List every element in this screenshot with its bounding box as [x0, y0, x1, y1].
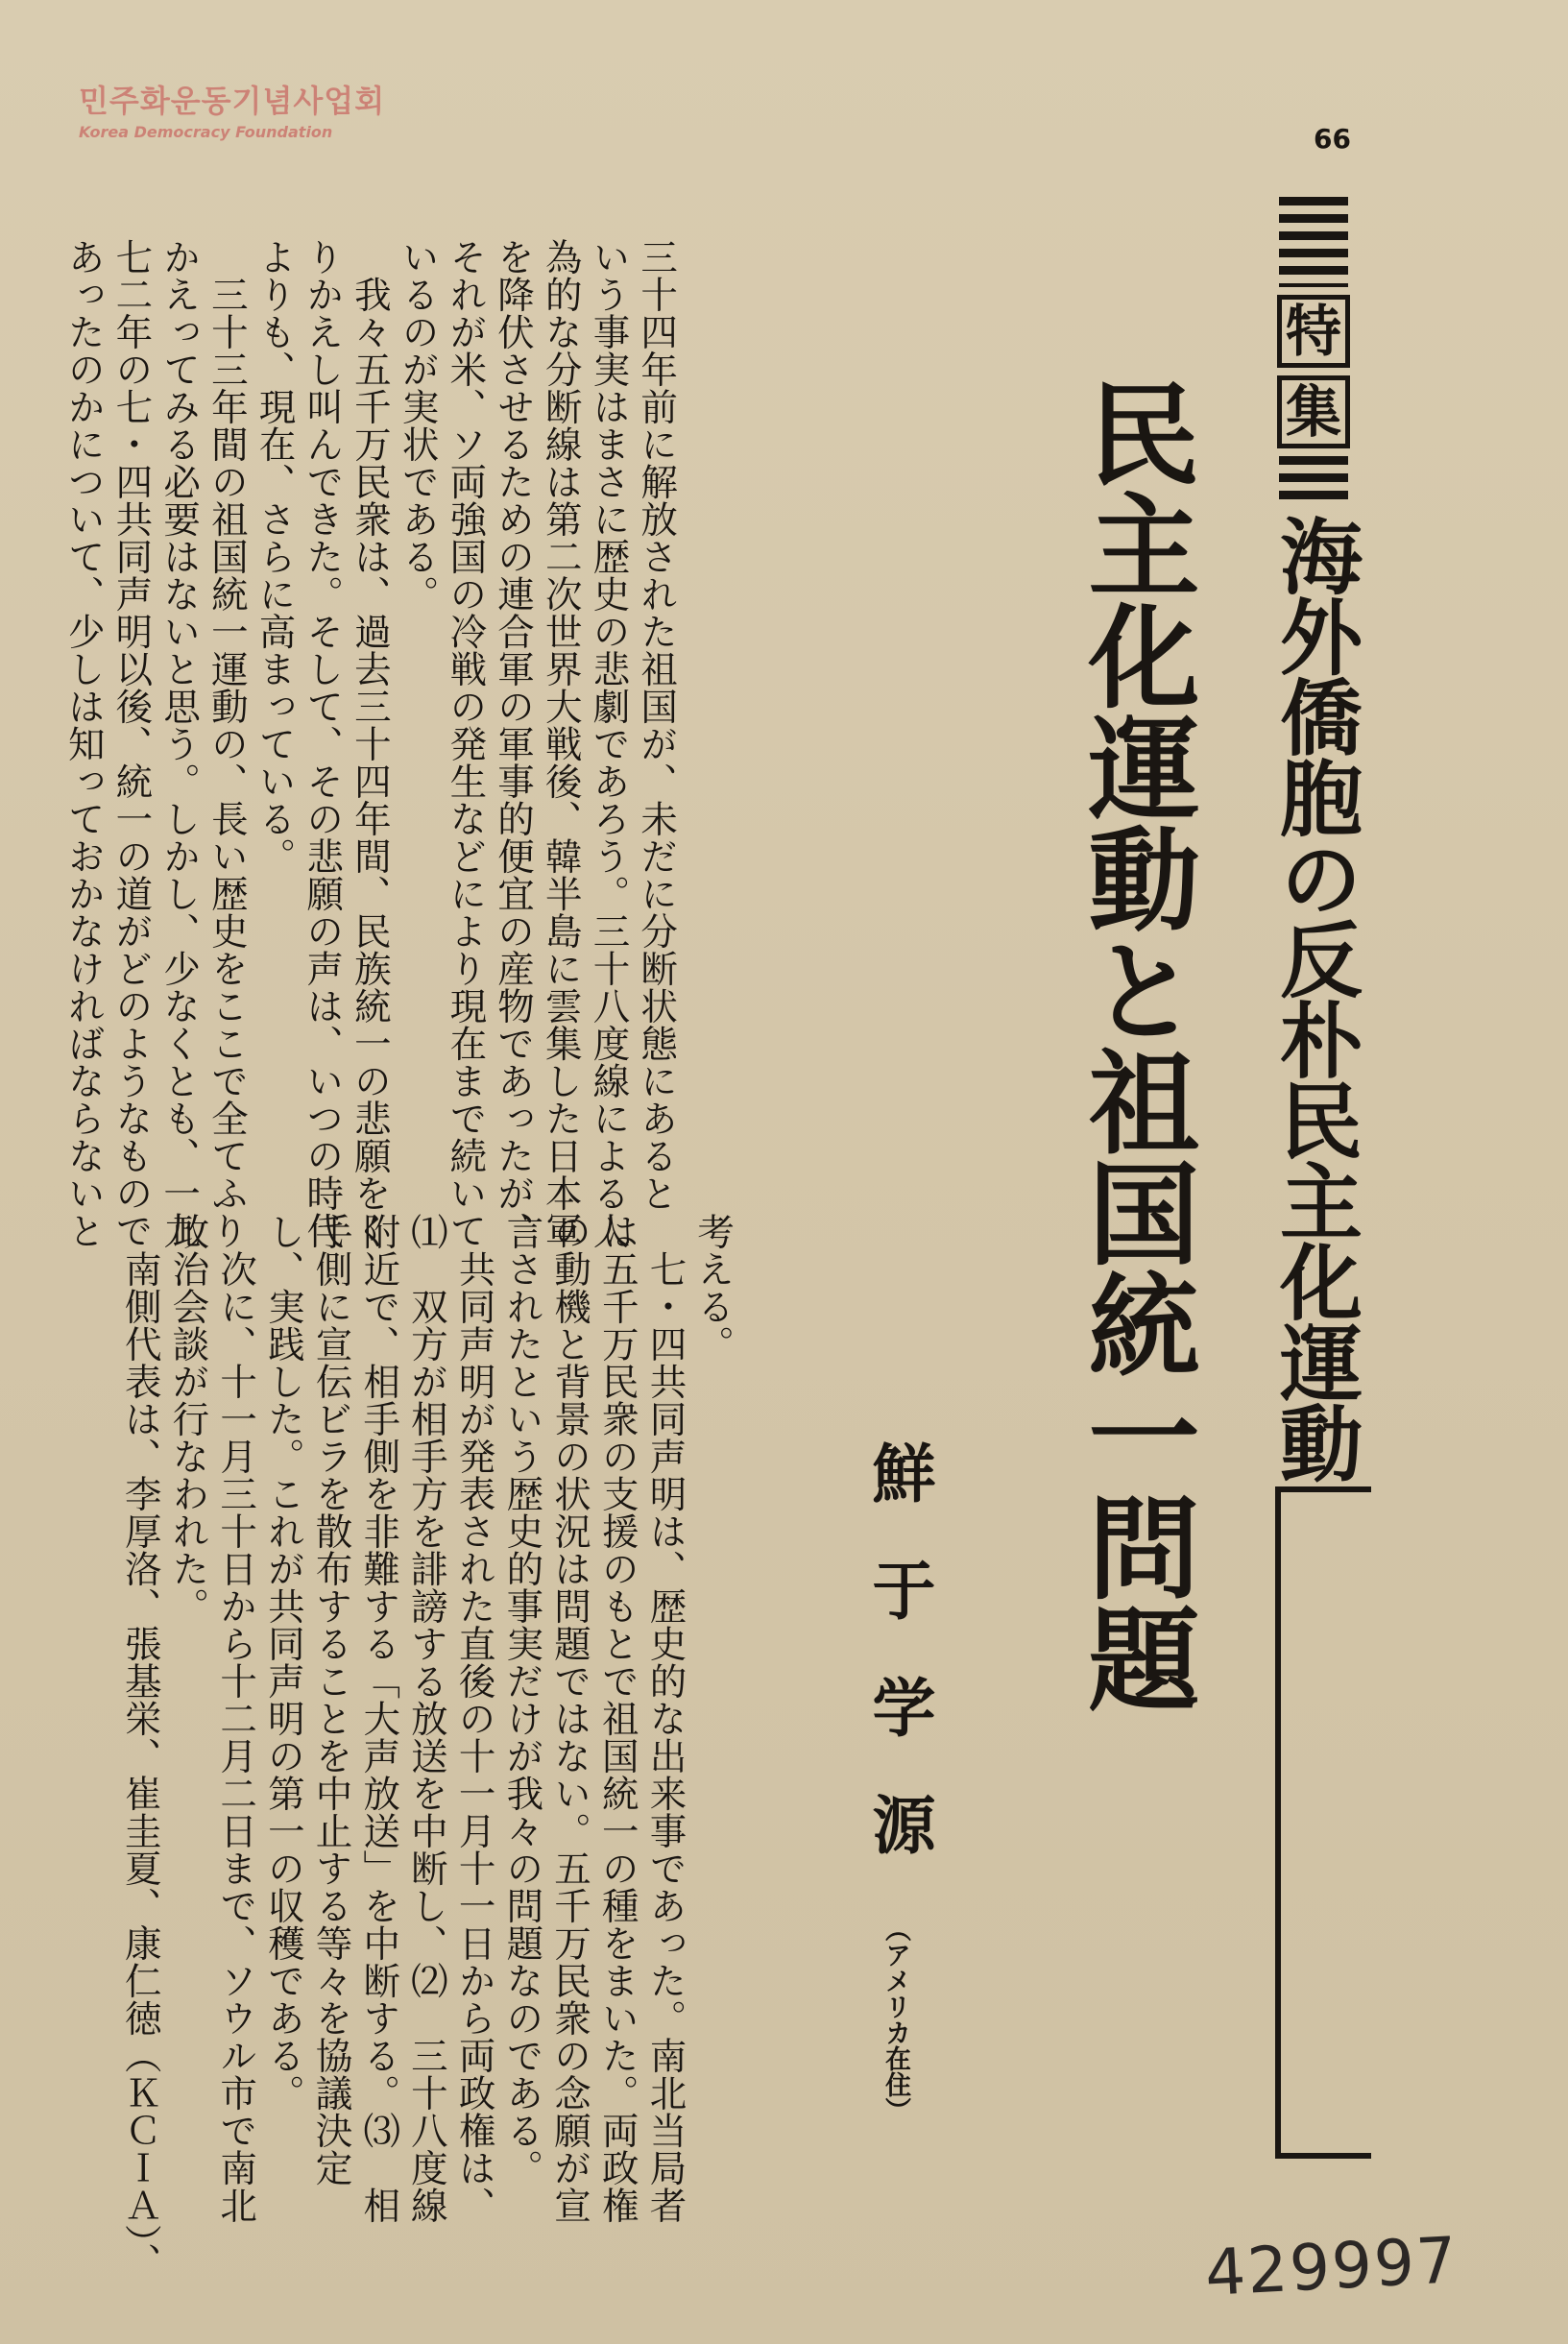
body-text-upper: 三十四年前に解放された祖国が、未だに分断状態にあると いう事実はまさに歴史の悲劇であろう。三十八度線による人 為的な分断線は第二次世界大戦後、韓半島に雲集した日本軍 を降伏させるための連合軍の軍事的便宜の産物であったが、 それが米、ソ両強国の冷戦の発生などにより現在まで続いて いるのが実状である。 我々五千万民衆は、過去三十四年間、民族統一の悲願をく りかえし叫んできた。そして、その悲願の声は、いつの時代 よりも、現在、さらに高まっている。 三十三年間の祖国統一運動の、長い歴史をここで全てふり かえってみる必要はないと思う。しかし、少なくとも、一九 七二年の七・四共同声明以後、統一の道がどのようなもので あったのかについて、少しは知っておかなければならないと	[61, 238, 679, 1249]
author-affiliation: （アメリカ在住）	[880, 1916, 910, 2123]
special-label-box-1: 特	[1277, 295, 1350, 368]
stripe-decoration-top	[1279, 197, 1348, 287]
stripe-decoration-bottom	[1279, 456, 1348, 504]
special-label-box-2: 集	[1277, 375, 1350, 448]
watermark-english: Korea Democracy Foundation	[79, 123, 333, 141]
special-feature-mark	[1267, 197, 1360, 504]
watermark-logo	[79, 77, 385, 141]
watermark-korean: 민주화운동기념사업회	[79, 83, 386, 119]
author-name: 鮮于学源	[861, 1440, 936, 1909]
page-number: 66	[1314, 123, 1351, 155]
subtitle-bracket-line	[1275, 1486, 1371, 2159]
article-subtitle: 海外僑胞の反朴民主化運動	[1266, 514, 1363, 1482]
article-title: 民主化運動と祖国統一問題	[1070, 376, 1200, 1713]
handwritten-archive-number: 429997	[1203, 2223, 1460, 2310]
body-text-lower: 考える。 七・四共同声明は、歴史的な出来事であった。南北当局者 は五千万民衆の支援のもとで祖国統一の種をまいた。両政権 の動機と背景の状況は問題ではない。五千万民衆の念願が宣 言されたという歴史的事実だけが我々の問題なのである。 共同声明が発表された直後の十一月十一日から両政権は、 ⑴ 双方が相手方を誹謗する放送を中断し、⑵ 三十八度線 附近で、相手側を非難する「大声放送」を中断する。⑶ 相 手側に宣伝ビラを散布することを中止する等々を協議決定 し、実践した。これが共同声明の第一の収穫である。 次に、十一月三十日から十二月二日まで、ソウル市で南北 政治会談が行なわれた。 南側代表は、李厚洛、張基栄、崔圭夏、康仁徳（ＫＣＩＡ）、	[118, 1213, 736, 2281]
